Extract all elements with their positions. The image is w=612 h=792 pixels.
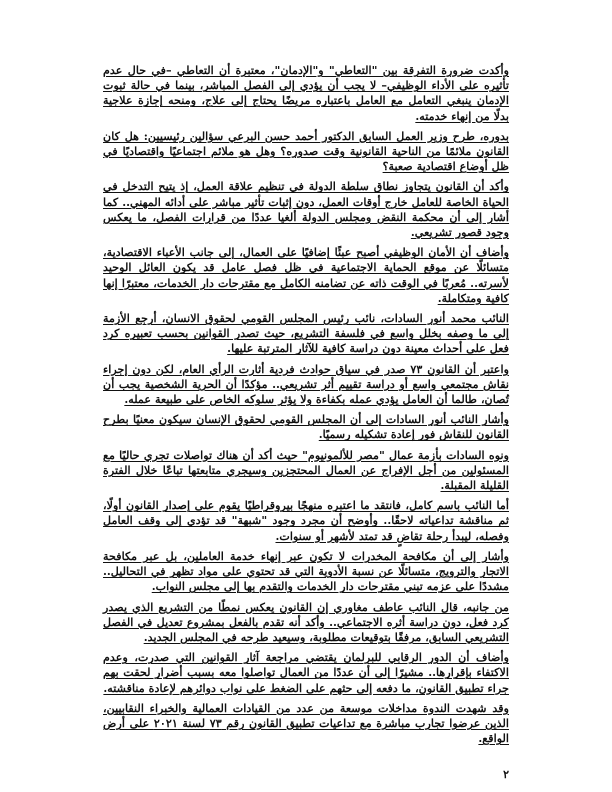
- paragraph: وأشار النائب أنور السادات إلى أن المجلس القومي لحقوق الإنسان سيكون معنيًا بطرح القانون للنقاش فور إعادة تشكيله رسميًا.: [103, 412, 509, 442]
- paragraph: وأضاف أن الدور الرقابي للبرلمان يقتضي مراجعة آثار القوانين التي صدرت، وعدم الاكتفاء بإقرارها.. مشيرًا إلى أن عددًا من العمال تواصلوا معه بسبب أضرار لحقت بهم جراء تطبيق القانون، ما دفعه إلى حثهم على الضغط على نواب دوائرهم لإعادة مناقشته.: [103, 650, 509, 695]
- page-number: ٢: [503, 768, 509, 781]
- paragraph: وأشار إلى أن مكافحة المخدرات لا تكون عبر إنهاء خدمة العاملين، بل عبر مكافحة الاتجار والترويج، متسائلًا عن نسبة الأدوية التي قد تحتوي على مواد تظهر في التحاليل.. مشددًا على عزمه تبني مقترحات دار الخدمات والتقدم بها إلى مجلس النواب.: [103, 548, 509, 594]
- paragraph: ونوه السادات بأزمة عمال "مصر للألمونيوم" حيث أكد أن هناك تواصلات تجري حاليًا مع المسئولين من أجل الإفراج عن العمال المحتجزين وسيجري متابعتها تباعًا خلال الفترة القليلة المقبلة.: [103, 447, 509, 493]
- paragraph: من جانبه، قال النائب عاطف مغاوري إن القانون يعكس نمطًا من التشريع الذي يصدر كرد فعل، دون دراسة أثره الاجتماعي.. وأكد أنه تقدم بالفعل بمشروع تعديل في الفصل التشريعي السابق، مرفقًا بتوقيعات مطلوبة، وسيعيد طرحه في المجلس الجديد.: [103, 599, 509, 644]
- paragraph: واعتبر أن القانون ٧٣ صدر في سياق حوادث فردية أثارت الرأي العام، لكن دون إجراء نقاش مجتمعي واسع أو دراسة تقييم أثر تشريعي.. مؤكدًا أن الحرية الشخصية يجب أن تُصان، طالما أن العامل يؤدي عمله بكفاءة ولا يؤثر سلوكه الخاص على طبيعة عمله.: [103, 361, 509, 407]
- paragraph: وأكدت ضرورة التفرقة بين "التعاطي" و"الإدمان"، معتبرة أن التعاطي –في حال عدم تأثيره على الأداء الوظيفي– لا يجب أن يؤدي إلى الفصل المباشر، بينما في حالة ثبوت الإدمان ينبغي التعامل مع العامل باعتباره مريضًا يحتاج إلى علاج، ومنحه إجازة علاجية بدلًا من إنهاء خدمته.: [103, 63, 509, 123]
- paragraph: وقد شهدت الندوة مداخلات موسعة من عدد من القيادات العمالية والخبراء النقابيين، الذين عرضوا تجارب مباشرة مع تداعيات تطبيق القانون رقم ٧٣ لسنة ٢٠٢١ على أرض الواقع.: [103, 700, 510, 746]
- paragraph: النائب محمد أنور السادات، نائب رئيس المجلس القومي لحقوق الانسان، أرجع الأزمة إلى ما وصفه بخلل واسع في فلسفة التشريع، حيث تصدر القوانين بحسب تعبيره كرد فعل على أحداث معينة دون دراسة كافية للآثار المترتبة عليها.: [103, 311, 509, 356]
- paragraph: بدوره، طرح وزير العمل السابق الدكتور أحمد حسن البرعي سؤالين رئيسيين: هل كان القانون ملائمًا من الناحية القانونية وقت صدوره؟ وهل هو ملائم اجتماعيًا واقتصاديًا في ظل أوضاع اقتصادية صعبة؟: [103, 128, 509, 174]
- paragraph: أما النائب باسم كامل، فانتقد ما اعتبره منهجًا بيروقراطيًا يقوم على إصدار القانون أولًا، ثم مناقشة تداعياته لاحقًا.. وأوضح أن مجرد وجود "شبهة" قد تؤدي إلى وقف العامل وفصله، ليبدأ رحلة تقاضٍ قد تمتد لأشهر أو سنوات.: [103, 498, 509, 543]
- paragraph: وأكد أن القانون يتجاوز نطاق سلطة الدولة في تنظيم علاقة العمل، إذ يتيح التدخل في الحياة الخاصة للعامل خارج أوقات العمل، دون إثبات تأثير مباشر على أدائه المهني.. كما أشار إلى أن محكمة النقض ومجلس الدولة ألغيا عددًا من قرارات الفصل، ما يعكس وجود قصور تشريعي.: [103, 179, 509, 240]
- paragraph: وأضاف أن الأمان الوظيفي أصبح عبئًا إضافيًا على العمال، إلى جانب الأعباء الاقتصادية، متسائلًا عن موقع الحماية الاجتماعية في ظل فصل عامل قد يكون العائل الوحيد لأسرته.. مُعربًا في الوقت ذاته عن تضامنه الكامل مع مقترحات دار الخدمات، معتبرًا إنها كافية ومتكاملة.: [103, 245, 509, 305]
